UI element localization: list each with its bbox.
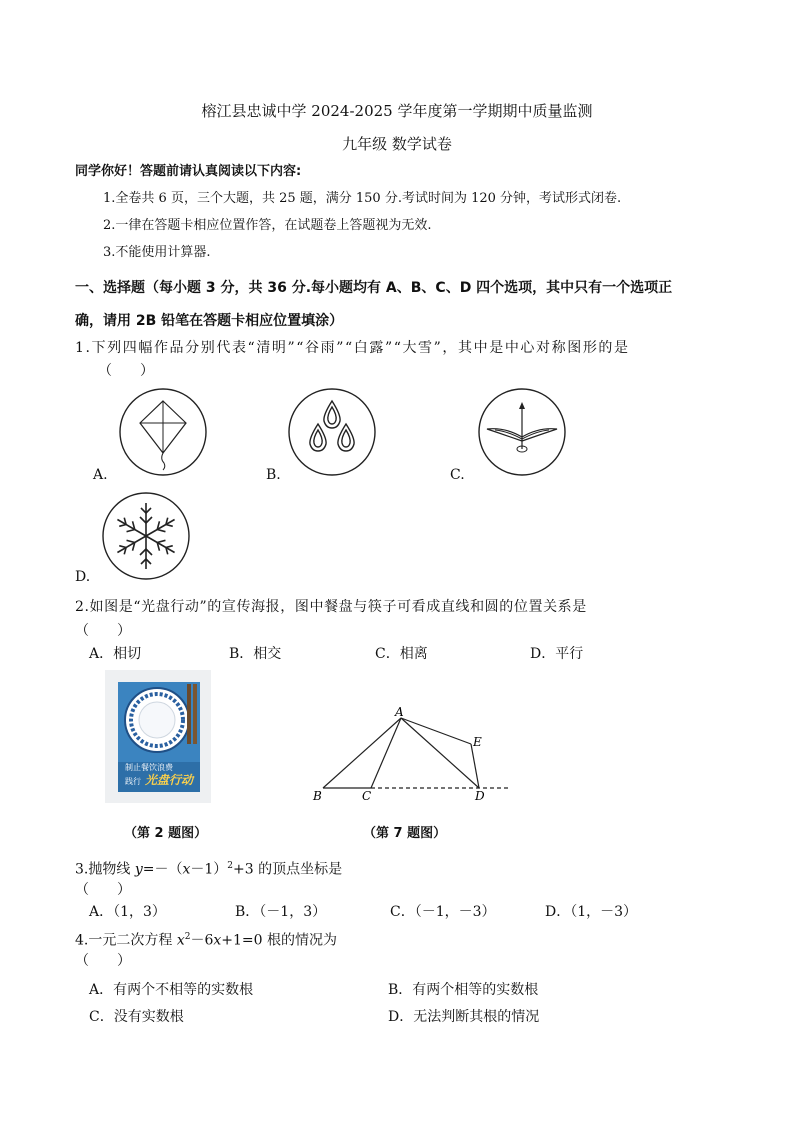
q4-option-a: A．有两个不相等的实数根 xyxy=(89,982,254,998)
q4-stem-part: －6 xyxy=(190,932,214,949)
q2-figure-caption: （第 2 题图） xyxy=(124,826,208,841)
q2-stem: 2.如图是“光盘行动”的宣传海报，图中餐盘与筷子可看成直线和圆的位置关系是 xyxy=(75,599,587,615)
label-a: A xyxy=(395,705,404,719)
q3-stem-part: +3 的顶点坐标是 xyxy=(233,861,343,878)
q7-figure-caption: （第 7 题图） xyxy=(363,826,447,841)
q4-stem-part: +1=0 根的情况为 xyxy=(221,932,338,949)
q3-stem-part: －1） xyxy=(190,861,228,878)
q3-stem-part: =－（ xyxy=(142,861,183,878)
q1-option-d: D. xyxy=(75,569,91,585)
q4-option-d: D．无法判断其根的情况 xyxy=(388,1009,540,1025)
label-b: B xyxy=(313,789,322,803)
q3-exponent: 2 xyxy=(227,861,234,871)
q3-option-c: C．（－1，－3） xyxy=(390,904,496,920)
q1-figure-d-snowflake xyxy=(99,491,193,581)
q2-paren: （ ） xyxy=(75,623,131,639)
q1-option-b: B. xyxy=(266,467,281,483)
q3-paren: （ ） xyxy=(75,882,131,898)
q1-paren: （ ） xyxy=(98,363,154,379)
q4-stem-part: 4.一元二次方程 xyxy=(75,932,177,949)
q2-option-b: B．相交 xyxy=(229,646,282,662)
q1-figure-c-bird xyxy=(477,387,567,477)
notice-item-3: 3.不能使用计算器. xyxy=(103,245,211,260)
poster-slogan-3: 光盘行动 xyxy=(145,773,194,787)
label-d: D xyxy=(475,789,485,803)
q2-option-a: A．相切 xyxy=(89,646,142,662)
q1-stem: 1.下列四幅作品分别代表“清明”“谷雨”“白露”“大雪”，其中是中心对称图形的是 xyxy=(75,340,630,356)
section1-heading-line1: 一、选择题（每小题 3 分，共 36 分.每小题均有 A、B、C、D 四个选项，其中只有一个选项正 xyxy=(75,280,673,296)
notice-item-1: 1.全卷共 6 页，三个大题，共 25 题，满分 150 分.考试时间为 120 分钟，考试形式闭卷. xyxy=(103,191,622,206)
label-e: E xyxy=(473,735,482,749)
q4-option-b: B．有两个相等的实数根 xyxy=(388,982,539,998)
notice-item-2: 2.一律在答题卡相应位置作答，在试题卷上答题视为无效. xyxy=(103,218,432,233)
q4-var-x: x xyxy=(176,932,185,949)
q3-stem-part: 3.抛物线 xyxy=(75,861,135,878)
q3-option-a: A．（1，3） xyxy=(89,904,166,920)
q1-figure-a-kite xyxy=(118,387,208,477)
q4-option-c: C．没有实数根 xyxy=(89,1009,184,1025)
poster-slogan-1: 制止餐饮浪费 xyxy=(125,763,173,772)
poster-slogan-2: 践行 xyxy=(125,777,141,786)
section1-heading-line2: 确，请用 2B 铅笔在答题卡相应位置填涂） xyxy=(75,313,344,329)
q4-var-x: x xyxy=(213,932,222,949)
q1-option-a: A. xyxy=(93,467,108,483)
exam-subtitle: 九年级 数学试卷 xyxy=(342,135,452,153)
exam-title: 榕江县忠诚中学 2024-2025 学年度第一学期期中质量监测 xyxy=(201,102,593,120)
q3-stem xyxy=(75,857,342,879)
q1-figure-b-drops xyxy=(287,387,377,477)
q2-poster-image xyxy=(105,670,211,803)
q2-option-c: C．相离 xyxy=(375,646,428,662)
q4-exponent: 2 xyxy=(184,932,191,942)
q3-var-x: x xyxy=(182,861,191,878)
q3-option-d: D．（1，－3） xyxy=(545,904,638,920)
q1-option-c: C. xyxy=(450,467,465,483)
label-c: C xyxy=(362,789,372,803)
q4-paren: （ ） xyxy=(75,953,131,969)
q7-geometry-figure xyxy=(305,700,520,810)
q4-stem xyxy=(75,928,337,950)
notice-heading: 同学你好！答题前请认真阅读以下内容: xyxy=(75,164,302,179)
q2-option-d: D．平行 xyxy=(530,646,584,662)
q3-option-b: B．（－1，3） xyxy=(235,904,327,920)
q3-var-y: y xyxy=(134,861,143,878)
